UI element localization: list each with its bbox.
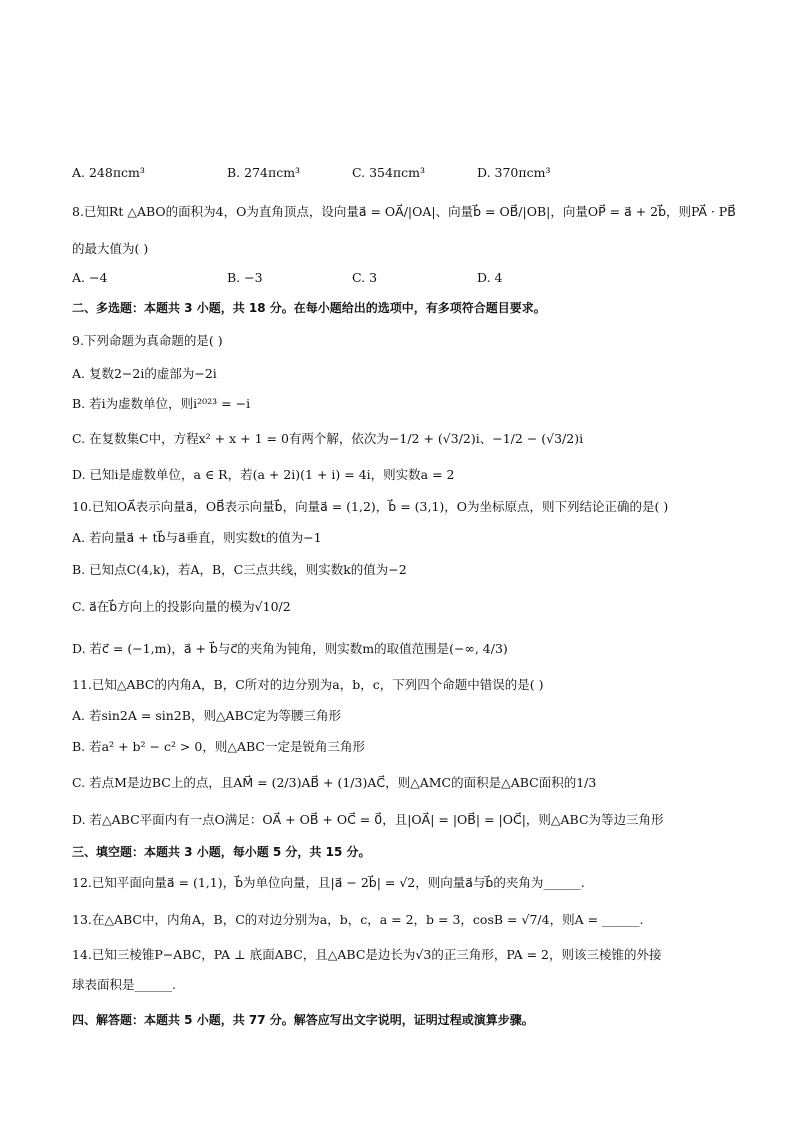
q10-option-d: D. 若c⃗ = (−1,m)，a⃗ + b⃗与c⃗的夹角为钝角，则实数m的取值范围是(−∞, 4/3) [72,641,508,656]
q11-option-d: D. 若△ABC平面内有一点O满足：OA⃗ + OB⃗ + OC⃗ = 0⃗，且|OA⃗| = |OB⃗| = |OC⃗|，则△ABC为等边三角形 [72,812,664,827]
q10-stem: 10.已知OA⃗表示向量a⃗，OB⃗表示向量b⃗，向量a⃗ = (1,2)，b⃗ = (3,1)，O为坐标原点，则下列结论正确的是( ) [72,499,669,514]
section2-title: 二、多选题：本题共 3 小题，共 18 分。在每小题给出的选项中，有多项符合题目要求。 [72,301,546,315]
q8-option-b: B. −3 [227,270,263,285]
q9-option-d: D. 已知i是虚数单位，a ∈ R，若(a + 2i)(1 + i) = 4i，则实数a = 2 [72,467,455,482]
q11-option-b: B. 若a² + b² − c² > 0，则△ABC一定是锐角三角形 [72,739,365,754]
q8-option-c: C. 3 [352,270,378,285]
q8-stem-line2: 的最大值为( ) [72,241,149,256]
q9-option-a: A. 复数2−2i的虚部为−2i [72,366,217,381]
q8-options [72,269,712,287]
q14-line1: 14.已知三棱锥P−ABC，PA ⊥ 底面ABC，且△ABC是边长为√3的正三角形，PA = 2，则该三棱锥的外接 [72,947,662,962]
q9-option-c: C. 在复数集C中，方程x² + x + 1 = 0有两个解，依次为−1/2 + (√3/2)i、−1/2 − (√3/2)i [72,431,584,446]
q8-option-a: A. −4 [72,270,108,285]
q7-option-b: B. 274πcm³ [227,165,301,180]
q7-option-c: C. 354πcm³ [352,165,426,180]
q9-option-b: B. 若i为虚数单位，则i²⁰²³ = −i [72,396,251,411]
q7-option-a: A. 248πcm³ [72,165,145,180]
q13: 13.在△ABC中，内角A，B，C的对边分别为a，b，c，a = 2，b = 3，cosB = √7/4，则A = ______. [72,912,644,927]
q9-stem: 9.下列命题为真命题的是( ) [72,333,223,348]
q7-option-d: D. 370πcm³ [477,165,551,180]
section4-title: 四、解答题：本题共 5 小题，共 77 分。解答应写出文字说明，证明过程或演算步骤。 [72,1013,534,1027]
q12: 12.已知平面向量a⃗ = (1,1)，b⃗为单位向量，且|a⃗ − 2b⃗| = √2，则向量a⃗与b⃗的夹角为______. [72,875,585,890]
q11-stem: 11.已知△ABC的内角A，B，C所对的边分别为a，b，c，下列四个命题中错误的是( ) [72,677,544,692]
q8-stem-line1: 8.已知Rt △ABO的面积为4，O为直角顶点，设向量a⃗ = OA⃗/|OA|、向量b⃗ = OB⃗/|OB|，向量OP⃗ = a⃗ + 2b⃗，则PA⃗ · PB⃗ [72,204,736,219]
q10-option-b: B. 已知点C(4,k)，若A，B，C三点共线，则实数k的值为−2 [72,562,407,577]
q11-option-c: C. 若点M是边BC上的点，且AM⃗ = (2/3)AB⃗ + (1/3)AC⃗，则△AMC的面积是△ABC面积的1/3 [72,775,597,790]
q11-option-a: A. 若sin2A = sin2B，则△ABC定为等腰三角形 [72,708,342,723]
section3-title: 三、填空题：本题共 3 小题，每小题 5 分，共 15 分。 [72,845,371,859]
q10-option-c: C. a⃗在b⃗方向上的投影向量的模为√10/2 [72,599,291,614]
q14-line2: 球表面积是______. [72,977,176,992]
q8-option-d: D. 4 [477,270,503,285]
q7-options [72,164,712,182]
q10-option-a: A. 若向量a⃗ + tb⃗与a⃗垂直，则实数t的值为−1 [72,530,322,545]
